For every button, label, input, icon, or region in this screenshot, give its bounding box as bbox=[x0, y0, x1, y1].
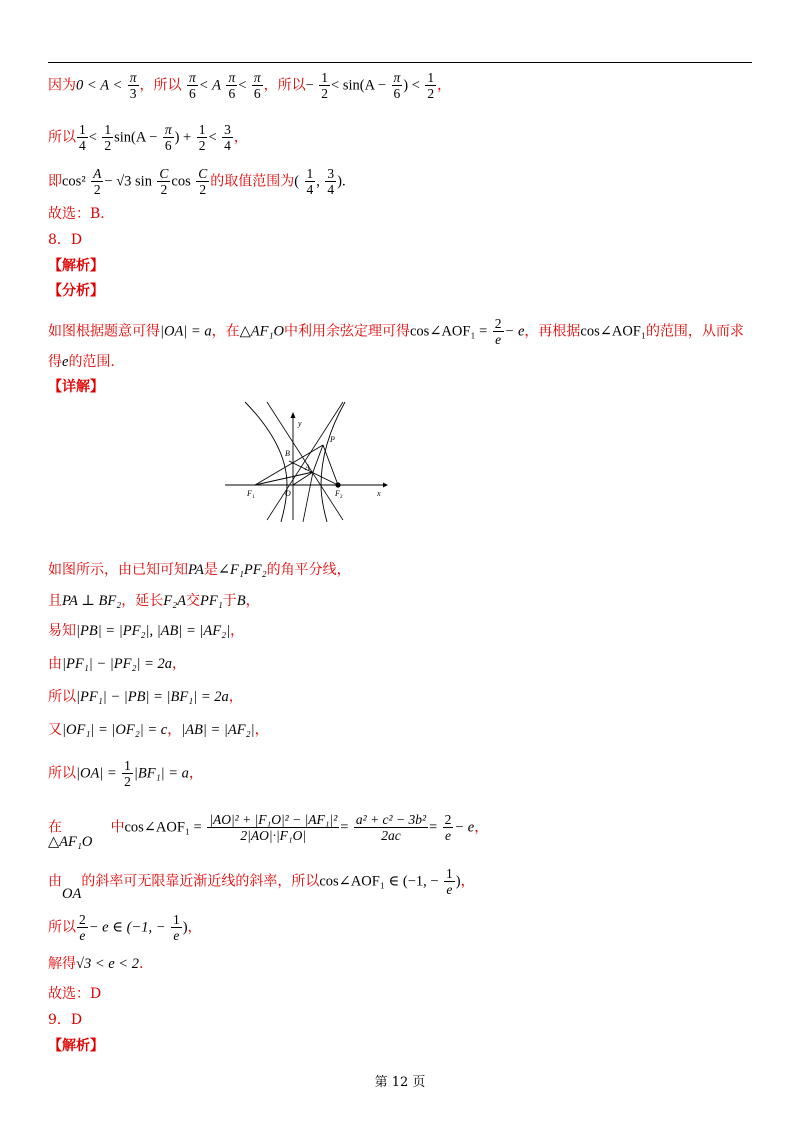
fraction: $\frac{C}{2}$ bbox=[198, 166, 208, 197]
text: 于 bbox=[222, 593, 237, 609]
math: △AF₁O bbox=[48, 834, 93, 850]
answer-line: 故选：D bbox=[48, 986, 102, 1002]
fraction: $\frac{1}{e}$ bbox=[172, 912, 180, 943]
line-8 bbox=[48, 316, 744, 347]
math: < A bbox=[198, 77, 222, 94]
math: − e bbox=[454, 819, 475, 836]
math: cos∠AOF₁ = bbox=[409, 323, 488, 340]
math: e bbox=[62, 354, 69, 370]
line-18 bbox=[48, 812, 489, 850]
text: 交 bbox=[186, 593, 200, 609]
text: ， bbox=[474, 819, 489, 836]
fraction: $\frac{1}{2}$ bbox=[104, 122, 112, 153]
math: < bbox=[238, 77, 247, 94]
math: < sin(A − bbox=[331, 77, 387, 94]
text: ，延长 bbox=[121, 593, 164, 609]
segment-extended bbox=[303, 472, 313, 522]
math: cos² bbox=[62, 173, 86, 190]
text: ，所以 bbox=[263, 77, 306, 94]
text: 解得 bbox=[48, 956, 76, 972]
text: 所以 bbox=[48, 765, 76, 782]
math: OA bbox=[62, 885, 82, 902]
text: 所以 bbox=[48, 129, 76, 146]
math: ) < bbox=[403, 77, 420, 94]
text: 如图根据题意可得 bbox=[48, 323, 160, 340]
text: 由 bbox=[48, 656, 62, 672]
math: < bbox=[88, 129, 97, 146]
math: , bbox=[316, 173, 320, 190]
text: 易知 bbox=[48, 623, 76, 639]
math: |OA| = bbox=[76, 765, 117, 782]
text: ， bbox=[233, 129, 248, 146]
math: |OA| = a bbox=[160, 323, 212, 340]
math: △AF₁O bbox=[239, 323, 284, 340]
text: 所以 bbox=[48, 919, 76, 936]
text: ， bbox=[437, 77, 452, 94]
math: < bbox=[208, 129, 217, 146]
label-A: A bbox=[305, 463, 310, 472]
text: ， bbox=[228, 689, 243, 705]
text: ， bbox=[188, 765, 203, 782]
text: 且 bbox=[48, 593, 62, 609]
math: PA bbox=[188, 562, 204, 578]
math: 0 < A < bbox=[76, 77, 123, 94]
math: − e bbox=[504, 323, 525, 340]
line-20 bbox=[48, 912, 202, 943]
math: |OF₁| = |OF₂| = c bbox=[62, 722, 168, 738]
math: cos∠AOF₁ bbox=[580, 323, 646, 340]
label-B: B bbox=[285, 449, 290, 458]
segment-F1A bbox=[255, 472, 313, 485]
math: |PB| = |PF₂|, |AB| = |AF₂| bbox=[76, 623, 231, 639]
text: ， bbox=[187, 919, 202, 936]
math: cos bbox=[171, 173, 191, 190]
text: 如图所示，由已知可知 bbox=[48, 562, 188, 578]
fraction: $\frac{\text{|AO|² + |F₁O|² − |AF₁|²}}{\text{2|AO|·|F₁O|}}$ bbox=[209, 812, 338, 843]
text: 的范围，从而求 bbox=[645, 323, 744, 340]
section-heading-analysis: 【解析】 bbox=[48, 1038, 104, 1054]
fraction: $\frac{\pi}{6}$ bbox=[164, 122, 172, 153]
section-heading-detail: 【详解】 bbox=[48, 379, 104, 395]
fraction: $\frac{3}{4}$ bbox=[327, 166, 335, 197]
text: 又 bbox=[48, 722, 62, 738]
fraction: $\frac{\pi}{3}$ bbox=[129, 70, 137, 101]
fraction: $\frac{\pi}{6}$ bbox=[228, 70, 236, 101]
fraction: $\frac{\pi}{6}$ bbox=[188, 70, 196, 101]
math: cos∠AOF₁ = bbox=[124, 819, 202, 836]
label-x: x bbox=[377, 489, 381, 498]
math: ). bbox=[337, 173, 346, 190]
answer-line: 故选：B. bbox=[48, 206, 105, 222]
line-3 bbox=[48, 166, 346, 197]
text: 的范围. bbox=[68, 354, 115, 370]
segment-PA bbox=[313, 445, 323, 472]
fraction: $\frac{2}{e}$ bbox=[444, 812, 452, 843]
text: ， bbox=[254, 722, 269, 738]
text: 的取值范围为 bbox=[210, 173, 295, 190]
math: |AB| = |AF₂| bbox=[181, 722, 255, 738]
x-axis-arrow bbox=[383, 483, 388, 488]
fraction: $\frac{\text{a² + c² − 3b²}}{2ac}$ bbox=[355, 812, 426, 843]
math: sin(A − bbox=[114, 129, 158, 146]
math: √3 < e < 2 bbox=[76, 956, 139, 972]
y-axis-arrow bbox=[291, 412, 296, 418]
text: 在 bbox=[48, 819, 62, 836]
text: ， bbox=[167, 722, 182, 738]
section-heading-analysis: 【解析】 bbox=[48, 258, 104, 274]
fraction: $\frac{1}{2}$ bbox=[427, 70, 435, 101]
fraction: $\frac{C}{2}$ bbox=[159, 166, 169, 197]
header-rule bbox=[48, 62, 752, 63]
math: − √3 sin bbox=[104, 173, 152, 190]
math: ( bbox=[294, 173, 300, 190]
line-12 bbox=[48, 591, 260, 611]
text: ，在 bbox=[211, 323, 240, 340]
label-O: O bbox=[285, 489, 291, 498]
line-2 bbox=[48, 122, 248, 153]
line-9 bbox=[48, 352, 115, 372]
math: |BF₁| = a bbox=[133, 765, 189, 782]
text: ，所以 bbox=[139, 77, 182, 94]
question-number: 8．D bbox=[48, 232, 83, 248]
text: 因为 bbox=[48, 77, 76, 94]
math: ) bbox=[455, 873, 461, 890]
fraction: $\frac{1}{2}$ bbox=[198, 122, 206, 153]
focus-point-F2 bbox=[335, 482, 340, 487]
math: |PF₁| − |PF₂| = 2a bbox=[62, 656, 173, 672]
text: 所以 bbox=[48, 689, 76, 705]
text: ， bbox=[172, 656, 187, 672]
fraction: $\frac{\pi}{6}$ bbox=[393, 70, 401, 101]
fraction: $\frac{3}{4}$ bbox=[224, 122, 231, 153]
line-16 bbox=[48, 720, 269, 740]
fraction: $\frac{\pi}{6}$ bbox=[253, 70, 261, 101]
text: 即 bbox=[48, 173, 62, 190]
math: − bbox=[305, 77, 314, 94]
label-F2: $F_2$ bbox=[335, 489, 343, 500]
math: F₂A bbox=[163, 593, 186, 609]
hyperbola-figure bbox=[225, 400, 390, 522]
math: PF₁ bbox=[200, 593, 223, 609]
fraction: $\frac{A}{2}$ bbox=[93, 166, 102, 197]
math: = bbox=[340, 819, 349, 836]
line-14 bbox=[48, 654, 186, 674]
label-P: P bbox=[330, 435, 335, 444]
label-F1: $F_1$ bbox=[247, 489, 255, 500]
text: 中 bbox=[110, 819, 125, 836]
line-15 bbox=[48, 687, 243, 707]
fraction: $\frac{1}{e}$ bbox=[446, 866, 453, 897]
math: = bbox=[429, 819, 438, 836]
text: 中利用余弦定理可得 bbox=[283, 323, 410, 340]
line-21 bbox=[48, 954, 143, 974]
fraction: $\frac{1}{2}$ bbox=[124, 758, 131, 789]
line-1 bbox=[48, 70, 451, 101]
math: cos∠AOF₁ ∈ (−1, − bbox=[319, 873, 439, 890]
math: |PF₁| − |PB| = |BF₁| = 2a bbox=[76, 689, 229, 705]
hyperbola-left-branch bbox=[245, 402, 287, 522]
math: ) + bbox=[174, 129, 192, 146]
text: 的角平分线， bbox=[266, 562, 351, 578]
text: 得 bbox=[48, 354, 62, 370]
text: 是 bbox=[203, 562, 218, 578]
fraction: $\frac{1}{2}$ bbox=[321, 70, 329, 101]
line-13 bbox=[48, 621, 244, 641]
text: ， bbox=[460, 873, 475, 890]
fraction: $\frac{1}{4}$ bbox=[79, 122, 86, 153]
page-footer: 第 12 页 bbox=[374, 1075, 426, 1090]
text: ，再根据 bbox=[524, 323, 581, 340]
math: PA ⊥ BF₂ bbox=[62, 593, 122, 609]
line-17 bbox=[48, 758, 203, 789]
question-number: 9．D bbox=[48, 1012, 83, 1028]
text: . bbox=[138, 956, 144, 972]
fraction: $\frac{1}{4}$ bbox=[306, 166, 314, 197]
section-heading-summary: 【分析】 bbox=[48, 283, 104, 299]
line-19 bbox=[48, 866, 475, 902]
line-11 bbox=[48, 560, 351, 580]
text: 由 bbox=[48, 873, 62, 890]
math: B bbox=[236, 593, 246, 609]
math: ∠F₁PF₂ bbox=[217, 562, 267, 578]
fraction: $\frac{2}{e}$ bbox=[79, 912, 86, 943]
text: ， bbox=[230, 623, 245, 639]
text: ， bbox=[245, 593, 260, 609]
math: ) bbox=[182, 919, 188, 936]
text: 的斜率可无限靠近渐近线的斜率，所以 bbox=[81, 873, 320, 890]
fraction: $\frac{2}{e}$ bbox=[494, 316, 502, 347]
label-y: y bbox=[298, 419, 302, 428]
math: − e ∈ (−1, − bbox=[88, 919, 166, 936]
